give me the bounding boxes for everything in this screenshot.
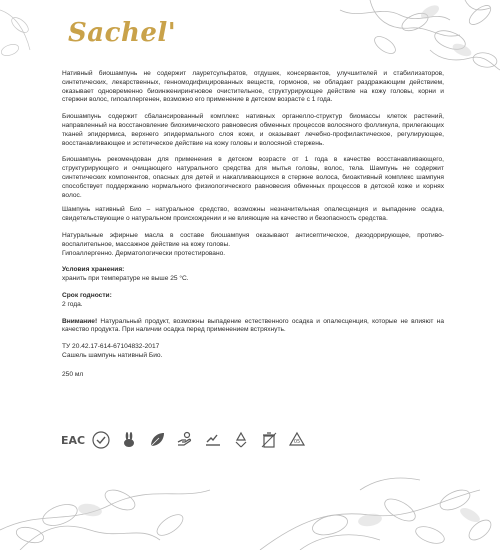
storage-section [62, 266, 444, 284]
recycle-05-icon [286, 430, 308, 450]
eac-mark: ЕАС [60, 433, 86, 447]
rst-icon [90, 430, 112, 450]
description-paragraph-6: Гипоаллергенно. Дерматологически протестировано. [62, 249, 226, 257]
product-name: Сашель шампунь нативный Био. [62, 351, 163, 359]
storage-text: хранить при температуре не выше 25 °С. [62, 275, 189, 283]
recycle-icon [230, 430, 252, 450]
floral-decoration-left-icon [0, 0, 60, 85]
shelf-life-title: Срок годности: [62, 291, 112, 299]
shelf-life-text: 2 года. [62, 300, 83, 308]
brand-logo: Sachel' [68, 18, 177, 48]
description-paragraph-4: Шампунь нативный Био – натуральное средство, возможны незначительная опалесценция и выпадение осадка, свидетельствующие о натуральном происхождении и не влияющие на качество и безопасность средства. [62, 206, 444, 223]
description-paragraph-2: Биошампунь содержит сбалансированный комплекс нативных органелло-структур биомассы клеток растений, направленный на восстановление биохимического равновесия обменных процессов волосяного фолликула, прилегающих тканей эпидермиса, верхнего эпидермального слоя кожи, и оказывает лечебно-профилактическое, регулирующее, восстанавливающее и эстетическое действие на кожу головы и волосяной стержень. [62, 113, 444, 147]
warning-label: Внимание! [62, 317, 98, 325]
cruelty-free-rabbit-icon [118, 430, 140, 450]
tu-code: ТУ 20.42.17-614-67104832-2017 [62, 343, 160, 351]
warning-note [62, 318, 444, 336]
description-paragraph-5: Натуральные эфирные масла в составе биошампуня оказывают антисептическое, дезодорирующее, противо-воспалительное, массажное действие на кожу головы. [62, 231, 444, 248]
bin-icon [258, 430, 280, 450]
certification-icons [62, 428, 308, 452]
hand-care-icon [174, 430, 196, 450]
shelf-life-section [62, 292, 444, 310]
storage-title: Условия хранения: [62, 266, 125, 274]
wash-hands-icon [202, 430, 224, 450]
spec-block [62, 343, 444, 361]
eco-leaf-icon [146, 430, 168, 450]
label-text [62, 70, 444, 380]
volume: 250 мл [62, 370, 84, 378]
warning-text: Натуральный продукт, возможны выпадение естественного осадка и опалесценция, которые не влияют на качество продукта. При наличии осадка перед применением встряхнуть. [62, 317, 444, 334]
description-paragraph-1: Нативный биошампунь не содержит лауретсульфатов, отдушек, консервантов, улучшителей и стабилизаторов, синтетических, лекарственных, генномодифицированных веществ, гормонов, не обладает раздражающим действием, оказывает одновременно биоинженирингновое очистительное, структурирующее действие на кожу головы, корни и стержни волос, гипоаллергенен, возможно его применение в детском возрасте с 1 года. [62, 70, 444, 104]
description-paragraph-3: Биошампунь рекомендован для применения в детском возрасте от 1 года в качестве восстанавливающего, структурирующего и очищающего натурального средства для мытья головы, волос, тела. Шампунь не содержит синтетических компонентов, опасных для детей и накапливающихся в стержне волоса, биоактивный комплекс шампуня способствует поддержанию нормального физиологического равновесия обменных процессов в детской коже и корнях волос. [62, 156, 444, 199]
svg-text:05: 05 [293, 439, 301, 445]
